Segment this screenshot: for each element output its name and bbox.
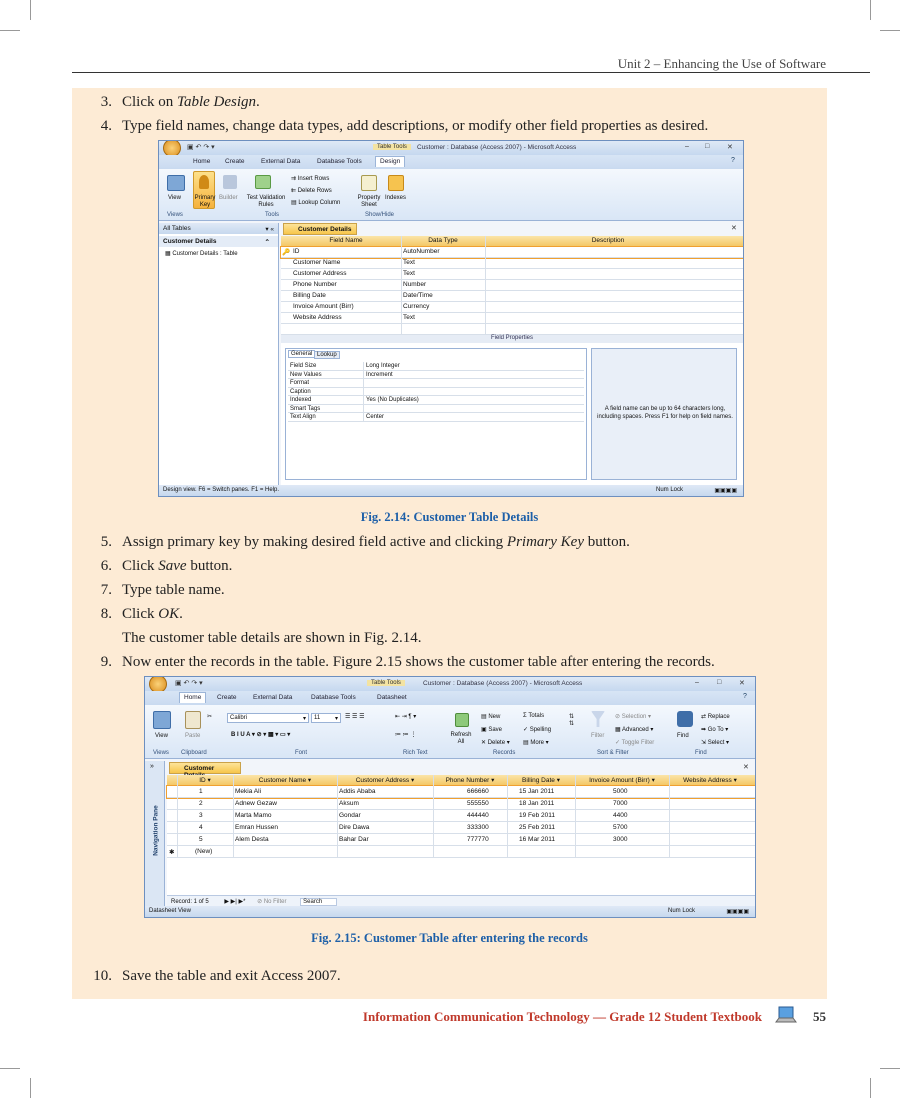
tab-external-data[interactable]: External Data	[253, 694, 293, 701]
record-nav-arrows[interactable]: ▶ ▶| ▶*	[224, 899, 246, 905]
expand-nav-icon[interactable]: »	[150, 763, 154, 770]
status-bar: Datasheet View Num Lock ▣▣▣▣	[145, 906, 755, 917]
minimize-icon[interactable]: –	[685, 143, 689, 150]
view-icon[interactable]	[153, 711, 171, 729]
property-name: New Values	[290, 371, 322, 378]
field-row[interactable]	[281, 280, 743, 291]
view-button[interactable]: View	[155, 733, 168, 739]
navigation-pane-collapsed[interactable]	[145, 761, 165, 907]
property-value[interactable]: Center	[366, 414, 385, 420]
cell-date[interactable]: 18 Jan 2011	[519, 800, 555, 807]
new-record-row[interactable]	[167, 846, 755, 858]
view-switch-icon[interactable]: ▣▣▣▣	[726, 909, 749, 915]
tab-lookup[interactable]: Lookup	[314, 351, 340, 359]
field-name-cell[interactable]: Billing Date	[293, 292, 326, 299]
cell-addr[interactable]: Dire Dawa	[339, 824, 370, 831]
hint-text: A field name can be up to 64 characters long, including spaces. Press F1 for help on field names.	[597, 406, 733, 420]
laptop-icon	[775, 1004, 797, 1026]
lookup-column-button[interactable]: ▤ Lookup Column	[291, 200, 341, 206]
page-number: 55	[813, 1009, 826, 1024]
ribbon-tabs	[159, 155, 743, 169]
crop-mark	[880, 30, 900, 31]
primary-key-button[interactable]: Primary Key	[194, 195, 216, 208]
cell-amount[interactable]: 7000	[613, 800, 628, 807]
tab-create[interactable]: Create	[225, 158, 245, 165]
find-icon[interactable]	[677, 711, 693, 727]
property-row[interactable]	[288, 379, 584, 388]
column-divider	[233, 775, 234, 858]
running-header: Unit 2 – Enhancing the Use of Software	[617, 56, 826, 71]
cell-id[interactable]: 4	[199, 824, 203, 831]
group-showhide-label: Show/Hide	[365, 212, 395, 218]
datasheet-grid	[167, 775, 755, 895]
test-validation-icon[interactable]	[255, 175, 271, 189]
design-grid	[281, 236, 743, 487]
tab-create[interactable]: Create	[217, 694, 237, 701]
font-name-select[interactable]: Calibri ▾	[227, 713, 309, 723]
cell-addr[interactable]: Gondar	[339, 812, 361, 819]
col-phone-number: Phone Number ▾	[445, 777, 495, 784]
key-icon	[199, 175, 209, 189]
group-font-label: Font	[295, 750, 308, 756]
ribbon-tabs	[145, 691, 755, 705]
data-type-cell[interactable]: Text	[403, 259, 415, 266]
page-footer	[0, 1008, 900, 1028]
builder-icon[interactable]	[223, 175, 237, 189]
figure-2-15-caption: Fig. 2.15: Customer Table after entering the records	[311, 931, 588, 945]
cell-addr[interactable]: Aksum	[339, 800, 359, 807]
cell-name[interactable]: Marta Mamo	[235, 812, 272, 819]
group-sort-filter-label: Sort & Filter	[597, 750, 629, 756]
col-id: ID ▾	[199, 777, 211, 784]
group-clipboard-label: Clipboard	[181, 750, 207, 756]
property-divider	[363, 413, 364, 422]
select-button[interactable]: ⇲ Select ▾	[701, 740, 730, 746]
crop-mark	[30, 1078, 31, 1098]
column-divider	[433, 775, 434, 858]
cell-addr[interactable]: Addis Ababa	[339, 788, 376, 795]
format-icons[interactable]: B I U A ▾ ⊘ ▾ ▦ ▾ ▭ ▾	[231, 732, 291, 738]
cell-name[interactable]: Emran Hussen	[235, 824, 278, 831]
nav-group[interactable]: Customer Details ⌃	[159, 236, 278, 247]
ribbon	[159, 169, 743, 221]
cell-date[interactable]: 15 Jan 2011	[519, 788, 555, 795]
property-name: Format	[290, 380, 310, 386]
paste-icon[interactable]	[185, 711, 201, 729]
delete-record-button[interactable]: ✕ Delete ▾	[481, 740, 510, 746]
delete-rows-button[interactable]: ⇇ Delete Rows	[291, 188, 332, 194]
record-nav-text[interactable]: Record: 1 of 5	[171, 899, 209, 905]
indexes-icon[interactable]	[388, 175, 404, 191]
property-name: Text Align	[290, 414, 316, 420]
align-icons[interactable]: ☰ ☰ ☰	[345, 714, 365, 720]
crop-mark	[870, 0, 871, 20]
title-bar	[145, 677, 755, 691]
context-tab-label: Table Tools	[373, 144, 411, 150]
group-tools-label: Tools	[265, 212, 280, 218]
new-record-icon: ✱	[169, 849, 175, 856]
table-row[interactable]	[167, 810, 755, 822]
group-records-label: Records	[493, 750, 516, 756]
document-tab[interactable]: Customer	[169, 762, 241, 774]
test-validation-button[interactable]: Test Validation Rules	[246, 195, 286, 208]
property-name: Indexed	[290, 397, 312, 403]
advanced-button[interactable]: ▦ Advanced ▾	[615, 727, 654, 733]
new-record-label[interactable]: (New)	[195, 848, 213, 855]
property-sheet-icon[interactable]	[361, 175, 377, 191]
crop-mark	[30, 0, 31, 20]
col-customer-address: Customer Address ▾	[355, 777, 415, 784]
nav-pane-label: Navigation Pane	[152, 805, 160, 856]
field-row[interactable]	[281, 324, 743, 335]
field-name-cell[interactable]: Website Address	[293, 314, 342, 321]
property-value[interactable]: Increment	[366, 371, 393, 378]
cell-phone[interactable]: 444440	[467, 812, 489, 819]
cell-amount[interactable]: 4400	[613, 812, 628, 819]
tab-design[interactable]: Design	[375, 156, 405, 167]
cell-date[interactable]: 25 Feb 2011	[519, 824, 556, 831]
maximize-icon[interactable]: □	[717, 679, 722, 686]
view-button[interactable]: View	[168, 195, 181, 201]
column-divider	[669, 775, 670, 858]
group-rich-text-label: Rich Text	[403, 750, 428, 756]
cell-id[interactable]: 3	[199, 812, 203, 819]
crop-mark	[0, 30, 20, 31]
close-icon[interactable]: ✕	[739, 680, 745, 687]
property-name: Caption	[290, 388, 311, 395]
crop-mark	[880, 1068, 900, 1069]
cell-amount[interactable]: 5000	[613, 788, 628, 795]
property-value[interactable]: Long Integer	[366, 363, 400, 369]
cell-phone[interactable]: 666660	[467, 788, 489, 795]
property-divider	[363, 396, 364, 405]
field-row[interactable]	[281, 313, 743, 324]
minimize-icon[interactable]: –	[695, 679, 699, 686]
access-design-window	[158, 140, 744, 497]
cell-addr[interactable]: Bahar Dar	[339, 836, 369, 843]
toggle-filter-button[interactable]: ✓ Toggle Filter	[615, 740, 655, 746]
cell-name[interactable]: Mekia Ali	[235, 788, 262, 795]
quick-access-toolbar-icon[interactable]: ▣ ↶ ↷ ▾	[187, 144, 215, 151]
cut-icon[interactable]: ✂	[207, 714, 213, 720]
property-divider	[363, 362, 364, 371]
document-tab[interactable]: Customer Details	[283, 223, 357, 235]
property-value[interactable]: Yes (No Duplicates)	[366, 397, 419, 403]
column-divider	[507, 775, 508, 858]
new-record-button[interactable]: ▤ New	[481, 714, 501, 720]
column-divider	[485, 236, 486, 335]
cell-name[interactable]: Adnew Gezaw	[235, 800, 277, 807]
no-filter-indicator[interactable]: ⊘ No Filter	[257, 899, 287, 905]
property-divider	[363, 371, 364, 380]
refresh-all-button[interactable]: Refresh All	[450, 732, 472, 745]
data-type-cell[interactable]: Text	[403, 314, 415, 321]
property-divider	[363, 405, 364, 414]
filter-icon[interactable]	[591, 711, 605, 727]
view-switch-icon[interactable]: ▣▣▣▣	[714, 488, 737, 494]
tab-home[interactable]: Home	[193, 158, 211, 165]
group-views-label: Views	[153, 750, 169, 756]
header-rule	[72, 72, 870, 73]
footer-title: Information Communication Technology — Grade 12 Student Textbook	[362, 1009, 762, 1024]
cell-date[interactable]: 16 Mar 2011	[519, 836, 556, 843]
nav-item-customer-details[interactable]: ▦ Customer Details : Table	[165, 251, 238, 257]
title-bar	[159, 141, 743, 155]
property-row[interactable]	[288, 413, 584, 422]
property-name: Field Size	[290, 363, 317, 369]
property-divider	[363, 379, 364, 388]
tab-database-tools[interactable]: Database Tools	[317, 158, 362, 165]
property-row[interactable]	[288, 388, 584, 397]
field-properties-label: Field Properties	[281, 335, 743, 343]
property-divider	[363, 388, 364, 397]
cell-phone[interactable]: 777770	[467, 836, 489, 843]
sort-icons[interactable]: ⇅ ⇅	[569, 714, 575, 727]
cell-id[interactable]: 1	[199, 788, 203, 795]
maximize-icon[interactable]: □	[705, 143, 710, 150]
tab-datasheet[interactable]: Datasheet	[377, 694, 407, 701]
goto-button[interactable]: ➡ Go To ▾	[701, 727, 729, 733]
cell-id[interactable]: 5	[199, 836, 203, 843]
cell-amount[interactable]: 5700	[613, 824, 628, 831]
datasheet-header	[167, 775, 755, 786]
table-row[interactable]	[167, 822, 755, 834]
close-document-icon[interactable]: ✕	[731, 225, 737, 232]
window-title: Customer : Database (Access 2007) - Microsoft Access	[423, 680, 583, 687]
cell-id[interactable]: 2	[199, 800, 203, 807]
hint-panel	[591, 348, 737, 480]
primary-key-icon[interactable]: 🔑	[282, 249, 291, 256]
view-icon[interactable]	[167, 175, 185, 191]
cell-name[interactable]: Alem Desta	[235, 836, 269, 843]
col-field-name: Field Name	[329, 237, 363, 244]
design-grid-header	[281, 236, 743, 247]
cell-phone[interactable]: 333300	[467, 824, 489, 831]
data-type-cell[interactable]: AutoNumber	[403, 248, 440, 255]
tab-home[interactable]: Home	[179, 692, 206, 703]
collapse-icon[interactable]: ⌃	[264, 239, 270, 246]
group-views-label: Views	[167, 212, 183, 218]
crop-mark	[0, 1068, 20, 1069]
status-bar: Design view. F6 = Switch panes. F1 = Help. Num Lock ▣▣▣▣	[159, 485, 743, 496]
data-type-cell[interactable]: Currency	[403, 303, 430, 310]
property-sheet-button[interactable]: Property Sheet	[357, 195, 381, 208]
property-row[interactable]	[288, 362, 584, 371]
property-row[interactable]	[288, 396, 584, 405]
close-icon[interactable]: ✕	[727, 144, 733, 151]
group-find-label: Find	[695, 750, 707, 756]
data-type-cell[interactable]: Number	[403, 281, 427, 288]
help-icon[interactable]: ?	[743, 693, 747, 700]
tab-database-tools[interactable]: Database Tools	[311, 694, 356, 701]
cell-date[interactable]: 19 Feb 2011	[519, 812, 556, 819]
field-row[interactable]	[281, 258, 743, 269]
crop-mark	[870, 1078, 871, 1098]
col-description: Description	[591, 237, 625, 244]
indexes-button[interactable]: Indexes	[385, 195, 407, 201]
close-document-icon[interactable]: ✕	[743, 764, 749, 771]
navigation-pane	[159, 223, 279, 487]
find-button[interactable]: Find	[677, 733, 689, 739]
field-properties-panel	[285, 348, 587, 480]
column-divider	[177, 775, 178, 858]
field-row[interactable]	[281, 291, 743, 302]
replace-button[interactable]: ⇄ Replace	[701, 714, 730, 720]
col-billing-date: Billing Date ▾	[522, 777, 560, 784]
cell-amount[interactable]: 3000	[613, 836, 628, 843]
help-icon[interactable]: ?	[731, 157, 735, 164]
figure-2-14-caption: Fig. 2.14: Customer Table Details	[360, 510, 539, 524]
tab-general[interactable]: General	[288, 350, 315, 358]
col-customer-name: Customer Name ▾	[258, 777, 312, 784]
column-divider	[401, 236, 402, 335]
quick-access-toolbar-icon[interactable]: ▣ ↶ ↷ ▾	[175, 680, 203, 687]
col-invoice-amount: Invoice Amount (Birr) ▾	[589, 777, 655, 784]
search-box[interactable]: Search	[300, 898, 337, 906]
col-data-type: Data Type	[428, 237, 458, 244]
more-button[interactable]: ▤ More ▾	[523, 740, 549, 746]
context-tab-label: Table Tools	[367, 680, 405, 686]
field-name-cell[interactable]: Phone Number	[293, 281, 337, 288]
field-row[interactable]	[281, 269, 743, 280]
property-name: Smart Tags	[290, 405, 321, 412]
field-row[interactable]	[281, 302, 743, 313]
col-website-address: Website Address ▾	[683, 777, 737, 784]
font-size-select[interactable]: 11 ▾	[311, 713, 341, 723]
cell-phone[interactable]: 555550	[467, 800, 489, 807]
refresh-icon[interactable]	[455, 713, 469, 727]
table-row[interactable]	[167, 798, 755, 810]
nav-dropdown-icon[interactable]: ▾ «	[265, 226, 274, 233]
ribbon	[145, 705, 755, 759]
field-name-cell[interactable]: Invoice Amount (Birr)	[293, 303, 354, 310]
column-divider	[575, 775, 576, 858]
property-row[interactable]	[288, 405, 584, 414]
tab-external-data[interactable]: External Data	[261, 158, 301, 165]
data-type-cell[interactable]: Text	[403, 270, 415, 277]
column-divider	[337, 775, 338, 858]
field-name-cell[interactable]: Customer Name	[293, 259, 341, 266]
field-name-cell[interactable]: ID	[293, 248, 300, 255]
save-record-button[interactable]: ▣ Save	[481, 727, 503, 733]
filter-button[interactable]: Filter	[591, 733, 605, 739]
totals-button[interactable]: Σ Totals	[523, 713, 545, 719]
indent-icons[interactable]: ⇤ ⇥ ¶ ▾	[395, 714, 417, 720]
selection-button[interactable]: ⊘ Selection ▾	[615, 714, 652, 720]
data-type-cell[interactable]: Date/Time	[403, 292, 433, 299]
table-row[interactable]	[167, 834, 755, 846]
spelling-button[interactable]: ✓ Spelling	[523, 727, 552, 733]
access-datasheet-window	[144, 676, 756, 918]
nav-header[interactable]: All Tables ▾ «	[159, 223, 278, 234]
paste-button[interactable]: Paste	[185, 733, 201, 739]
builder-button[interactable]: Builder	[219, 195, 238, 201]
table-row[interactable]	[167, 786, 755, 798]
property-row[interactable]	[288, 371, 584, 380]
list-icons[interactable]: ≔ ≔ ⋮	[395, 732, 417, 738]
window-title: Customer : Database (Access 2007) - Microsoft Access	[417, 144, 577, 151]
insert-rows-button[interactable]: ⇉ Insert Rows	[291, 176, 330, 182]
field-name-cell[interactable]: Customer Address	[293, 270, 347, 277]
field-row[interactable]	[281, 247, 743, 258]
